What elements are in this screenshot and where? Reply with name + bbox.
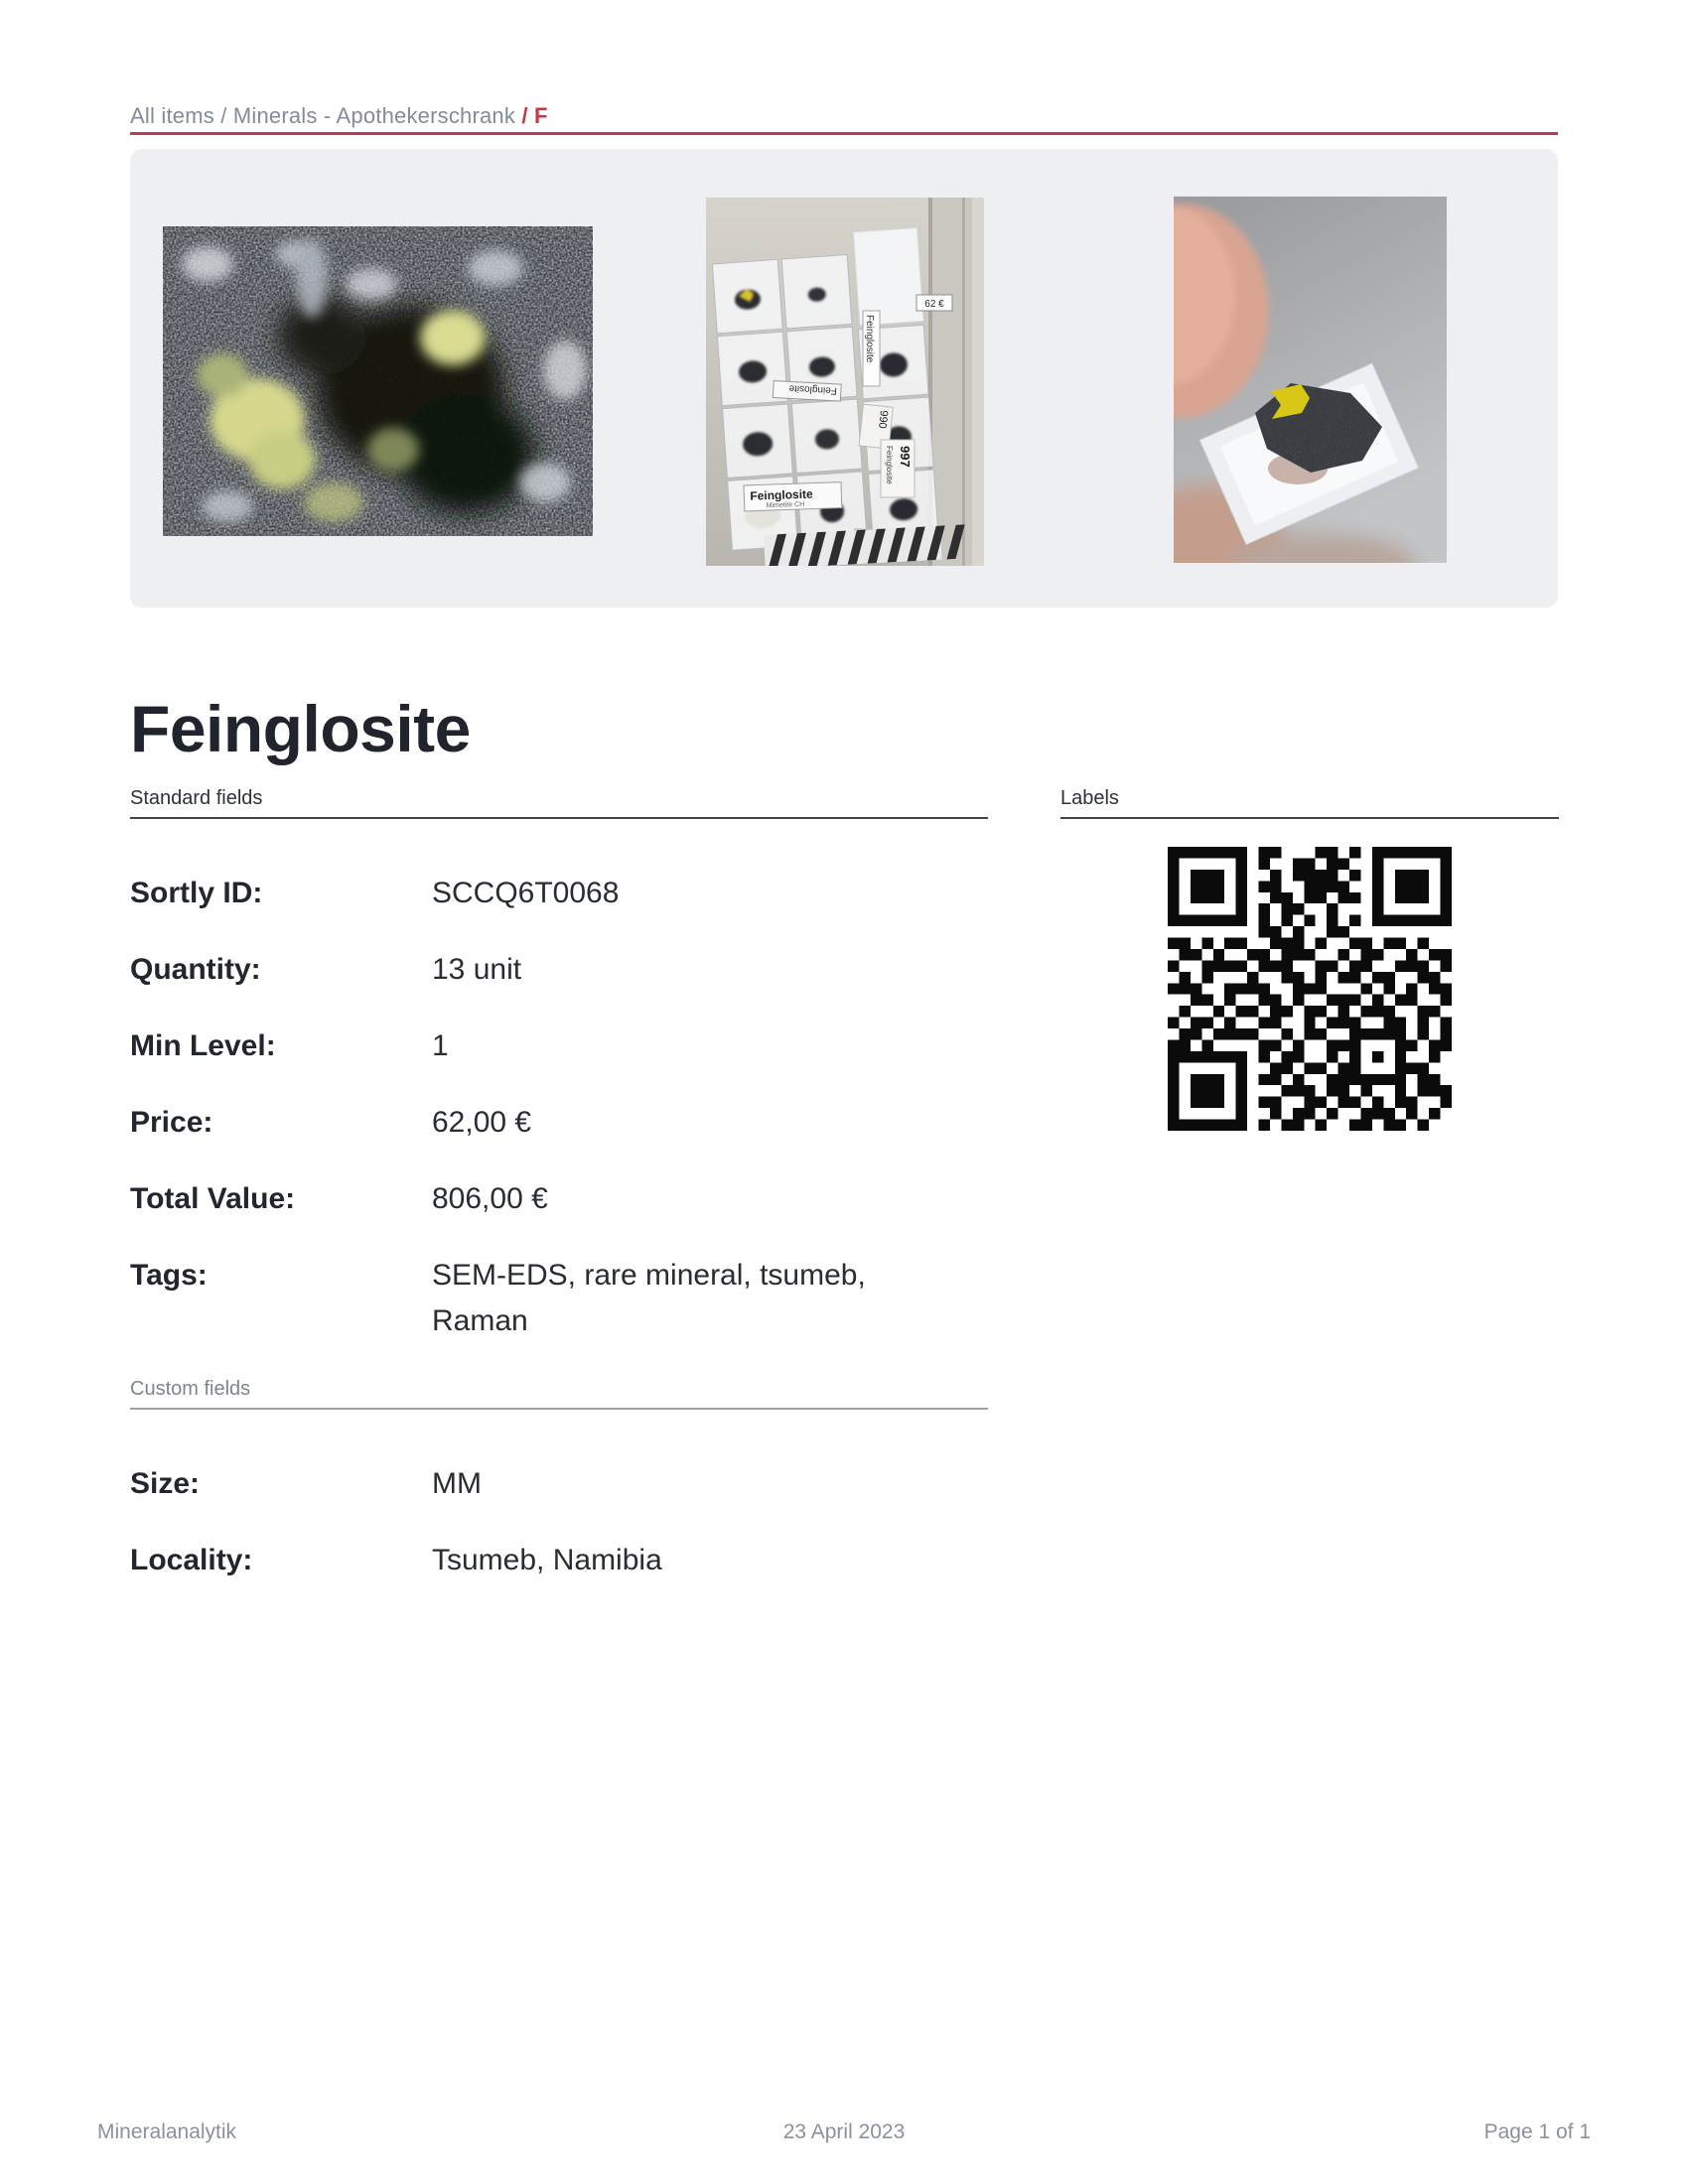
labels-heading: Labels <box>1060 787 1119 809</box>
field-row-tags <box>130 1253 988 1344</box>
section-standard-fields <box>130 784 988 1614</box>
breadcrumb-separator: / <box>521 103 528 128</box>
standard-fields-rule <box>130 817 988 819</box>
field-label: Quantity: <box>130 953 261 986</box>
field-row-size <box>130 1461 988 1507</box>
labels-rule <box>1060 817 1559 819</box>
footer-date: 23 April 2023 <box>782 2120 906 2143</box>
field-row-quantity <box>130 947 988 993</box>
svg-text:Feinglosite: Feinglosite <box>750 486 813 503</box>
field-label: Min Level: <box>130 1029 276 1062</box>
svg-text:Feinglosite: Feinglosite <box>788 382 838 396</box>
field-value: SCCQ6T0068 <box>432 877 620 909</box>
qr-code-image <box>1168 847 1452 1131</box>
field-value: 806,00 € <box>432 1182 548 1215</box>
vertical-specimen-label <box>863 311 880 386</box>
breadcrumb-path: All items / Minerals - Apothekerschrank <box>130 103 516 128</box>
qr-code <box>1168 847 1452 1131</box>
field-value: MM <box>432 1467 482 1500</box>
field-label: Locality: <box>130 1544 253 1576</box>
code-997-label <box>881 440 914 497</box>
photo-specimen-in-hand <box>1174 197 1447 563</box>
field-row-price <box>130 1100 988 1146</box>
standard-fields-heading: Standard fields <box>130 787 263 809</box>
photo-specimen-in-hand-image <box>1174 197 1447 563</box>
field-value: Tsumeb, Namibia <box>432 1544 662 1576</box>
field-label: Size: <box>130 1467 201 1500</box>
field-row-min-level <box>130 1024 988 1069</box>
svg-text:Mimetite CH: Mimetite CH <box>766 500 805 510</box>
field-row-sortly-id <box>130 871 988 916</box>
custom-fields-rule <box>130 1408 988 1410</box>
custom-fields-heading: Custom fields <box>130 1378 251 1400</box>
photo-specimen-macro <box>163 226 593 536</box>
field-label: Total Value: <box>130 1182 296 1215</box>
breadcrumb-current-folder: F <box>534 103 548 128</box>
price-tag-label <box>916 295 952 311</box>
bottom-left-label <box>744 482 842 511</box>
field-label: Tags: <box>130 1259 208 1292</box>
upside-down-label <box>773 381 841 402</box>
photo-specimen-boxes-image <box>706 198 984 566</box>
breadcrumb <box>130 102 548 130</box>
field-value: 62,00 € <box>432 1106 532 1139</box>
field-value: SEM-EDS, rare mineral, tsumeb, Raman <box>432 1259 866 1337</box>
section-labels <box>1060 784 1559 819</box>
photo-specimen-boxes <box>706 198 984 566</box>
field-row-locality <box>130 1538 988 1583</box>
photo-specimen-macro-image <box>163 226 593 536</box>
photo-panel <box>130 149 1558 608</box>
footer-page-number: Page 1 of 1 <box>1483 2120 1591 2143</box>
field-row-total-value <box>130 1176 988 1222</box>
standard-fields-list <box>130 871 988 1344</box>
field-label: Price: <box>130 1106 213 1139</box>
svg-text:Feinglosite: Feinglosite <box>864 315 875 363</box>
footer-brand: Mineralanalytik <box>97 2120 237 2143</box>
field-value: 1 <box>432 1029 449 1062</box>
page-title: Feinglosite <box>130 692 471 766</box>
field-value: 13 unit <box>432 953 522 986</box>
custom-fields-list <box>130 1461 988 1583</box>
price-tag-text: 62 € <box>924 299 944 310</box>
svg-text:997: 997 <box>898 446 913 468</box>
field-label: Sortly ID: <box>130 877 263 909</box>
svg-text:Feinglosite: Feinglosite <box>885 446 894 484</box>
header-divider <box>130 132 1558 135</box>
svg-text:990: 990 <box>876 409 890 430</box>
